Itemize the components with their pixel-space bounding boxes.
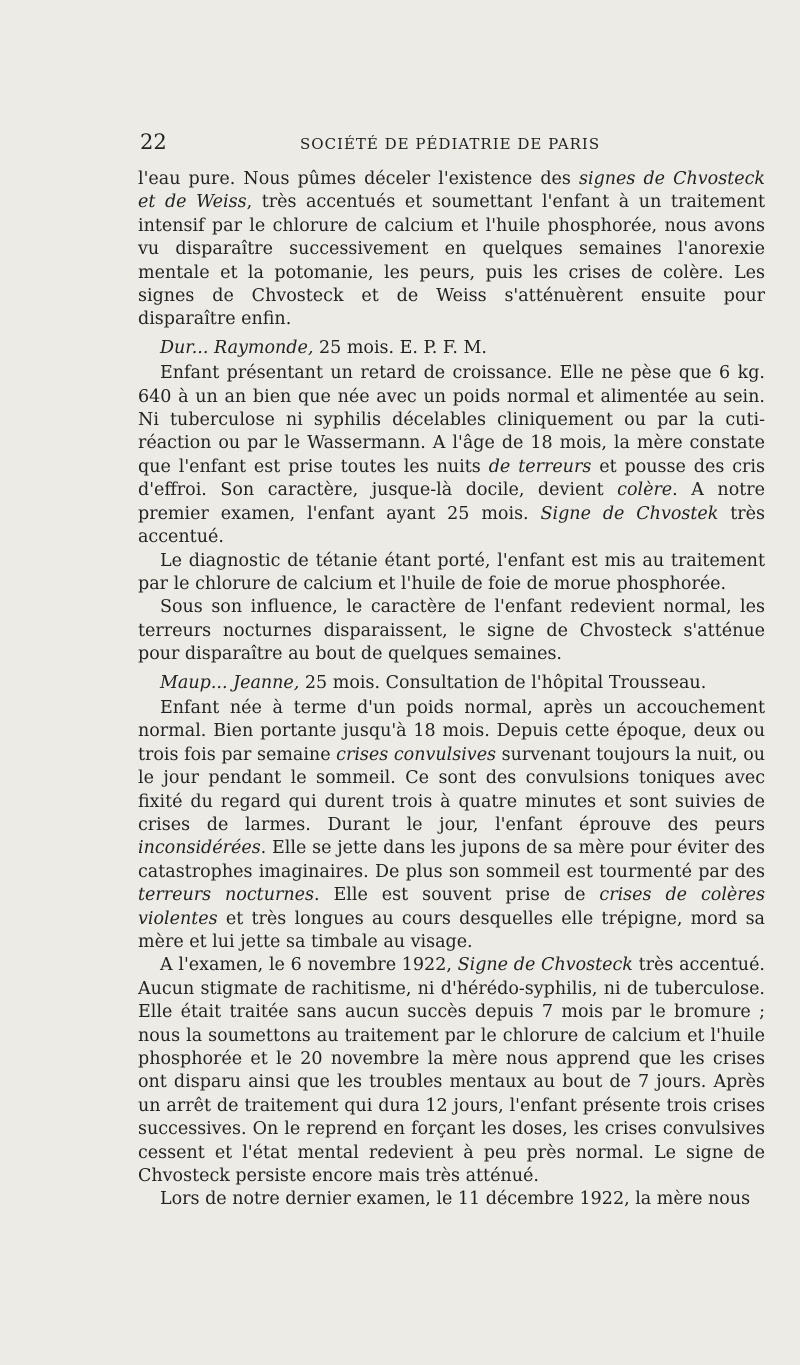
paragraph: l'eau pure. Nous pûmes déceler l'existence des signes de Chvosteck et de Weiss, très accentués et soumettant l'enfant à un traitement intensif par le chlorure de calcium et l'huile phosphorée, nous avons vu disparaître successivement en quelques semaines l'anorexie mentale et la potomanie, les peurs, puis les crises de colère. Les signes de Chvosteck et de Weiss s'atténuèrent ensuite pour disparaître enfin.	[138, 169, 765, 330]
page-header	[140, 130, 770, 156]
paragraph: Enfant présentant un retard de croissance. Elle ne pèse que 6 kg. 640 à un an bien que née avec un poids normal et alimentée au sein. Ni tuberculose ni syphilis décelables cliniquement ou par la cuti-réaction ou par le Wassermann. A l'âge de 18 mois, la mère constate que l'enfant est prise toutes les nuits de terreurs et pousse des cris d'effroi. Son caractère, jusque-là docile, devient colère. A notre premier examen, l'enfant ayant 25 mois. Signe de Chvostek très accentué.	[138, 363, 765, 548]
paragraph: Sous son influence, le caractère de l'enfant redevient normal, les terreurs nocturnes disparaissent, le signe de Chvosteck s'atténue pour disparaître au bout de quelques semaines.	[138, 597, 765, 665]
page-number: 22	[140, 130, 167, 154]
paragraph: Le diagnostic de tétanie étant porté, l'enfant est mis au traitement par le chlorure de calcium et l'huile de foie de morue phosphorée.	[138, 550, 765, 594]
paragraph: Lors de notre dernier examen, le 11 décembre 1922, la mère nous	[160, 1189, 751, 1210]
case-heading: Dur... Raymonde, 25 mois. E. P. F. M.	[160, 337, 487, 358]
paragraph: A l'examen, le 6 novembre 1922, Signe de Chvosteck très accentué. Aucun stigmate de rachitisme, ni d'hérédo-syphilis, ni de tuberculose. Elle était traitée sans aucun succès depuis 7 mois par le bromure ; nous la soumettons au traitement par le chlorure de calcium et l'huile phosphorée et le 20 novembre la mère nous apprend que les crises ont disparu ainsi que les troubles mentaux au bout de 7 jours. Après un arrêt de traitement qui dura 12 jours, l'enfant présente trois crises successives. On le reprend en forçant les doses, les crises convulsives cessent et l'état mental redevient à peu près normal. Le signe de Chvosteck persiste encore mais très atténué.	[138, 955, 765, 1187]
running-head: SOCIÉTÉ DE PÉDIATRIE DE PARIS	[300, 135, 601, 153]
case-heading: Maup... Jeanne, 25 mois. Consultation de l'hôpital Trousseau.	[160, 672, 707, 693]
paragraph: Enfant née à terme d'un poids normal, après un accouchement normal. Bien portante jusqu'à 18 mois. Depuis cette époque, deux ou trois fois par semaine crises convulsives survenant toujours la nuit, ou le jour pendant le sommeil. Ce sont des convulsions toniques avec fixité du regard qui durent trois à quatre minutes et sont suivies de crises de larmes. Durant le jour, l'enfant éprouve des peurs inconsidérées. Elle se jette dans les jupons de sa mère pour éviter des catastrophes imaginaires. De plus son sommeil est tourmenté par des terreurs nocturnes. Elle est souvent prise de crises de colères violentes et très longues au cours desquelles elle trépigne, mord sa mère et lui jette sa timbale au visage.	[138, 697, 765, 952]
body-text	[138, 168, 765, 1212]
